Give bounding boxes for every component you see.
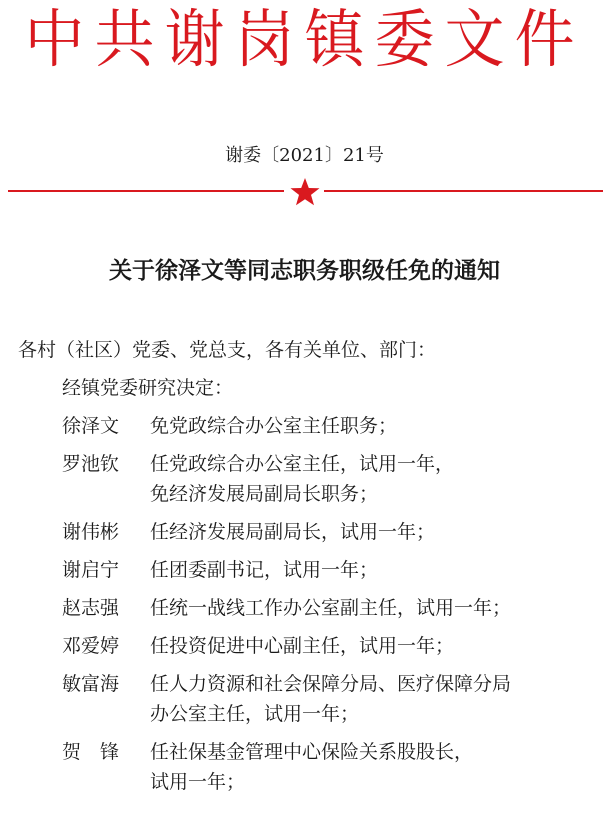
appointment-line: 任人力资源和社会保障分局、医疗保障分局 xyxy=(150,673,512,695)
appointee-name: 罗池钦 xyxy=(62,453,120,475)
divider-line-left xyxy=(8,190,284,192)
document-subject: 关于徐泽文等同志职务职级任免的通知 xyxy=(109,257,500,284)
appointment-description xyxy=(150,737,602,797)
appointment-description xyxy=(150,669,602,729)
appointee-name: 徐泽文 xyxy=(62,415,120,437)
appointee-name: 赵志强 xyxy=(62,597,120,619)
appointment-description xyxy=(150,593,602,623)
appointment-line: 免经济发展局副局长职务； xyxy=(150,483,379,505)
appointment-line: 任经济发展局副局长，试用一年； xyxy=(150,521,436,543)
appointment-item xyxy=(62,737,602,797)
document-header-title: 中共谢岗镇委文件 xyxy=(24,3,585,77)
appointee-name: 邓爱婷 xyxy=(62,635,120,657)
appointment-item xyxy=(62,593,602,623)
appointment-line: 任统一战线工作办公室副主任，试用一年； xyxy=(150,597,512,619)
appointment-line: 办公室主任，试用一年； xyxy=(150,703,360,725)
salutation: 各村（社区）党委、党总支，各有关单位、部门： xyxy=(18,339,437,361)
appointee-name: 贺 锋 xyxy=(62,741,120,763)
appointment-item xyxy=(62,631,602,661)
appointment-item xyxy=(62,517,602,547)
appointment-item xyxy=(62,669,602,729)
appointment-description xyxy=(150,411,602,441)
appointment-description xyxy=(150,449,602,509)
appointment-item xyxy=(62,555,602,585)
star-icon xyxy=(289,176,321,208)
document-number: 谢委〔2021〕21号 xyxy=(225,145,384,166)
divider-line-right xyxy=(324,190,603,192)
red-divider xyxy=(0,178,609,208)
appointment-line: 免党政综合办公室主任职务； xyxy=(150,415,398,437)
appointee-name: 谢伟彬 xyxy=(62,521,120,543)
appointee-name: 敏富海 xyxy=(62,673,120,695)
appointment-line: 任投资促进中心副主任，试用一年； xyxy=(150,635,455,657)
appointment-line: 任党政综合办公室主任，试用一年， xyxy=(150,453,455,475)
appointment-list xyxy=(62,411,602,805)
appointee-name: 谢启宁 xyxy=(62,559,120,581)
appointment-description xyxy=(150,517,602,547)
appointment-line: 任社保基金管理中心保险关系股股长， xyxy=(150,741,474,763)
appointment-description xyxy=(150,555,602,585)
appointment-line: 试用一年； xyxy=(150,771,246,793)
intro-text: 经镇党委研究决定： xyxy=(62,377,234,399)
appointment-item xyxy=(62,449,602,509)
appointment-line: 任团委副书记，试用一年； xyxy=(150,559,379,581)
appointment-description xyxy=(150,631,602,661)
appointment-item xyxy=(62,411,602,441)
